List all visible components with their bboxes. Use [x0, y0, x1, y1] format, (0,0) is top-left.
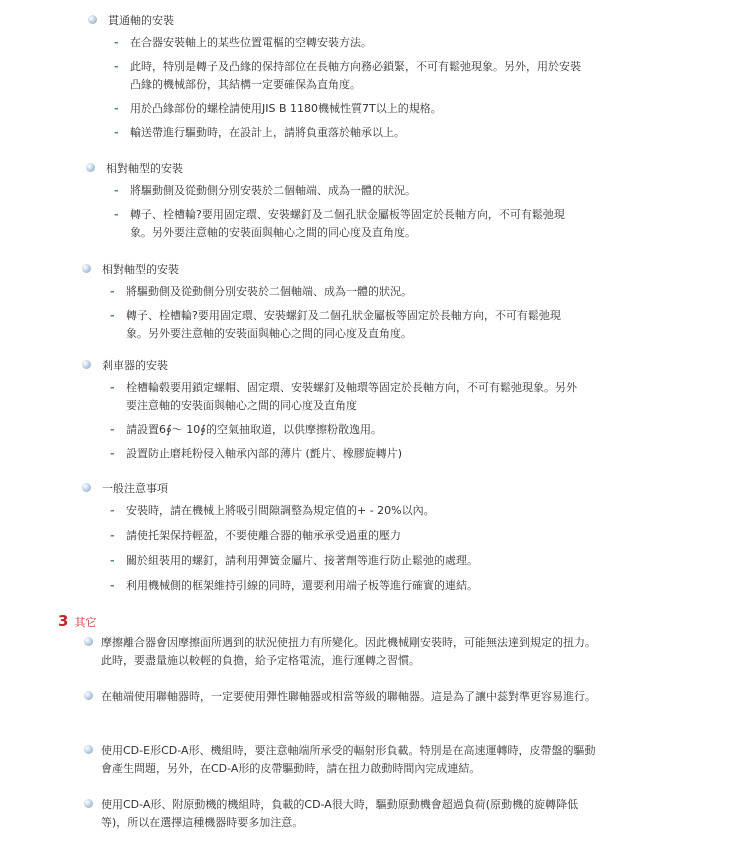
other-paragraph: 使用CD-E形CD-A形、機組時，要注意軸端所承受的輻射形負載。特別是在高速運轉時，皮帶盤的驅動會產生問題，另外，在CD-A形的皮帶驅動時，請在扭力啟動時間內完成連結。: [84, 742, 601, 778]
section-item-list: [110, 379, 580, 463]
dash-bullet-icon: -: [110, 285, 115, 298]
list-item: - 轉子、栓槽輪?要用固定環、安裝螺釘及二個孔狀金屬板等固定於長軸方向，不可有鬆弛現象。另外要注意軸的安裝面與軸心之間的同心度及直角度。: [114, 208, 565, 239]
bullet-dot-icon: [88, 15, 97, 24]
section-item-list: [114, 182, 584, 242]
bullet-dot-icon: [82, 483, 91, 492]
dash-bullet-icon: -: [114, 126, 119, 139]
other-paragraph: 在軸端使用聯軸器時，一定要使用彈性聯軸器或相當等級的聯軸器。這是為了讓中蕊對準更容易進行。: [84, 688, 601, 706]
list-item: - 利用機械側的框架維持引線的同時，還要利用端子板等進行確實的連結。: [110, 577, 602, 595]
section-title: 剎車器的安裝: [82, 357, 592, 375]
dash-bullet-icon: -: [110, 554, 115, 567]
section-opposed-shaft-1: [86, 160, 596, 248]
dash-bullet-icon: -: [110, 529, 115, 542]
bullet-dot-icon: [84, 637, 93, 646]
dash-bullet-icon: -: [110, 504, 115, 517]
bullet-dot-icon: [84, 745, 93, 754]
other-paragraph: 使用CD-A形、附原動機的機組時，負載的CD-A很大時，驅動原動機會超過負荷(原動機的旋轉降低等)，所以在選擇這種機器時要多加注意。: [84, 796, 601, 832]
list-item: - 栓槽輪毂要用鎖定螺帽、固定環、安裝螺釘及軸環等固定於長軸方向，不可有鬆弛現象。另外要注意軸的安裝面與軸心之間的同心度及直角度: [110, 381, 577, 412]
section-item-list: [114, 34, 588, 142]
section-title: 相對軸型的安裝: [82, 261, 592, 279]
list-item: - 轉子、栓槽輪?要用固定環、安裝螺釘及二個孔狀金屬板等固定於長軸方向，不可有鬆弛現象。另外要注意軸的安裝面與軸心之間的同心度及直角度。: [110, 309, 561, 340]
dash-bullet-icon: -: [114, 36, 119, 49]
section-other-title: 其它: [74, 616, 97, 629]
list-item: - 關於組裝用的螺釘，請利用彈簧金屬片、接著劑等進行防止鬆弛的處理。: [110, 552, 602, 570]
section-title: 一般注意事項: [82, 480, 602, 498]
section-opposed-shaft-2: [82, 261, 592, 349]
section-brake-install: [82, 357, 592, 469]
bullet-dot-icon: [86, 163, 95, 172]
section-title: 貫通軸的安裝: [88, 12, 588, 30]
list-item: - 將驅動側及從動側分別安裝於二個軸端、成為一體的狀況。: [114, 182, 584, 200]
section-title: 相對軸型的安裝: [86, 160, 596, 178]
list-item: - 設置防止磨耗粉侵入軸承內部的薄片 (氈片、橡膠旋轉片): [110, 445, 580, 463]
list-item: - 用於凸緣部份的螺栓請使用JIS B 1180機械性質7T以上的規格。: [114, 100, 588, 118]
bullet-dot-icon: [84, 799, 93, 808]
list-item: - 請設置6∮～ 10∮的空氣抽取道，以供摩擦粉散逸用。: [110, 421, 580, 439]
dash-bullet-icon: -: [114, 60, 119, 73]
list-item: - 此時，特別是轉子及凸緣的保持部位在長軸方向務必鎖緊，不可有鬆弛現象。另外，用於安裝凸緣的機械部份，其結構一定要確保為直角度。: [114, 60, 581, 91]
dash-bullet-icon: -: [110, 579, 115, 592]
dash-bullet-icon: -: [110, 381, 115, 394]
other-paragraph: 摩擦離合器會因摩擦面所遇到的狀況使扭力有所變化。因此機械剛安裝時，可能無法達到規定的扭力。此時，要盡量施以較輕的負擔，給予定格電流，進行運轉之習慣。: [84, 634, 601, 670]
section-number: 3: [58, 612, 69, 630]
bullet-dot-icon: [82, 264, 91, 273]
bullet-dot-icon: [84, 691, 93, 700]
dash-bullet-icon: -: [110, 447, 115, 460]
dash-bullet-icon: -: [114, 184, 119, 197]
dash-bullet-icon: -: [114, 102, 119, 115]
section-item-list: [110, 283, 580, 343]
dash-bullet-icon: -: [110, 423, 115, 436]
dash-bullet-icon: -: [114, 208, 119, 221]
list-item: - 將驅動側及從動側分別安裝於二個軸端、成為一體的狀況。: [110, 283, 580, 301]
dash-bullet-icon: -: [110, 309, 115, 322]
list-item: - 輸送帶進行驅動時，在設計上，請將負重落於軸承以上。: [114, 124, 588, 142]
bullet-dot-icon: [82, 360, 91, 369]
list-item: - 安裝時，請在機械上將吸引間隙調整為規定值的+ - 20%以內。: [110, 502, 602, 520]
section-item-list: [110, 502, 602, 595]
list-item: - 在合器安裝軸上的某些位置電樞的空轉安裝方法。: [114, 34, 588, 52]
section-other-heading: [58, 612, 96, 632]
list-item: - 請使托架保持輕盈，不要使離合器的軸承承受過重的壓力: [110, 527, 602, 545]
section-general-notes: [82, 480, 602, 601]
section-through-shaft: [88, 12, 588, 148]
